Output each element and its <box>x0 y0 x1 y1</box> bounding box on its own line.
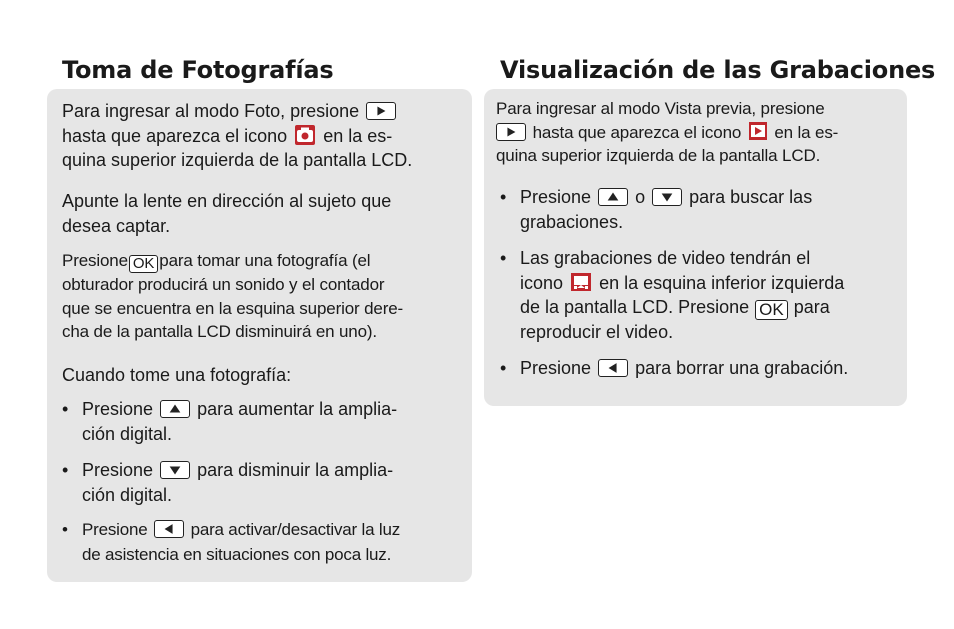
left-paragraph-3: Presione OK para tomar una fotografía (el obturador producirá un sonido y el contador que se encuentra en la esquina superior dere- cha de la pantalla LCD disminuirá en uno). <box>62 251 404 341</box>
down-arrow-button-icon <box>652 188 682 206</box>
left-paragraph-4: Cuando tome una fotografía: <box>62 365 292 385</box>
left-arrow-button-icon <box>154 520 184 538</box>
list-item: • Presione o para buscar las grabaciones. <box>500 187 813 232</box>
video-recording-icon <box>570 272 592 292</box>
bullet-dot: • <box>62 399 69 419</box>
left-info-box <box>47 89 472 582</box>
ok-button-icon: OK <box>129 255 158 273</box>
ok-button-icon: OK <box>755 300 788 320</box>
play-button-icon <box>366 102 396 120</box>
left-arrow-button-icon <box>598 359 628 377</box>
list-item: • Presione para borrar una grabación. <box>500 356 848 381</box>
left-section-title: Toma de Fotografías <box>62 56 334 84</box>
right-paragraph-1: Para ingresar al modo Vista previa, presione hasta que aparezca el icono en la es- quina superior izquierda de la pantalla LCD. <box>496 99 839 165</box>
camera-mode-icon <box>294 124 316 146</box>
list-item: • Presione para activar/desactivar la luz de asistencia en situaciones con poca luz. <box>62 520 400 564</box>
list-item: • Presione para disminuir la amplia- ción digital. <box>62 460 394 505</box>
playback-mode-icon <box>748 121 768 141</box>
left-paragraph-1: Para ingresar al modo Foto, presione hasta que aparezca el icono en la es- quina superior izquierda de la pantalla LCD. <box>62 101 413 170</box>
up-arrow-button-icon <box>598 188 628 206</box>
bullet-dot: • <box>62 520 68 539</box>
list-item: • Las grabaciones de video tendrán el icono en la esquina inferior izquierda de la pantalla LCD. Presione OK para reproducir el video. <box>500 248 845 342</box>
bullet-dot: • <box>62 460 69 480</box>
bullet-dot: • <box>500 358 507 378</box>
bullet-dot: • <box>500 248 507 268</box>
down-arrow-button-icon <box>160 461 190 479</box>
up-arrow-button-icon <box>160 400 190 418</box>
left-paragraph-2: Apunte la lente en dirección al sujeto que desea captar. <box>62 191 392 236</box>
right-info-box <box>484 89 907 406</box>
bullet-dot: • <box>500 187 507 207</box>
play-button-icon <box>496 123 526 141</box>
list-item: • Presione para aumentar la amplia- ción digital. <box>62 399 398 444</box>
right-section-title: Visualización de las Grabaciones <box>500 56 936 84</box>
